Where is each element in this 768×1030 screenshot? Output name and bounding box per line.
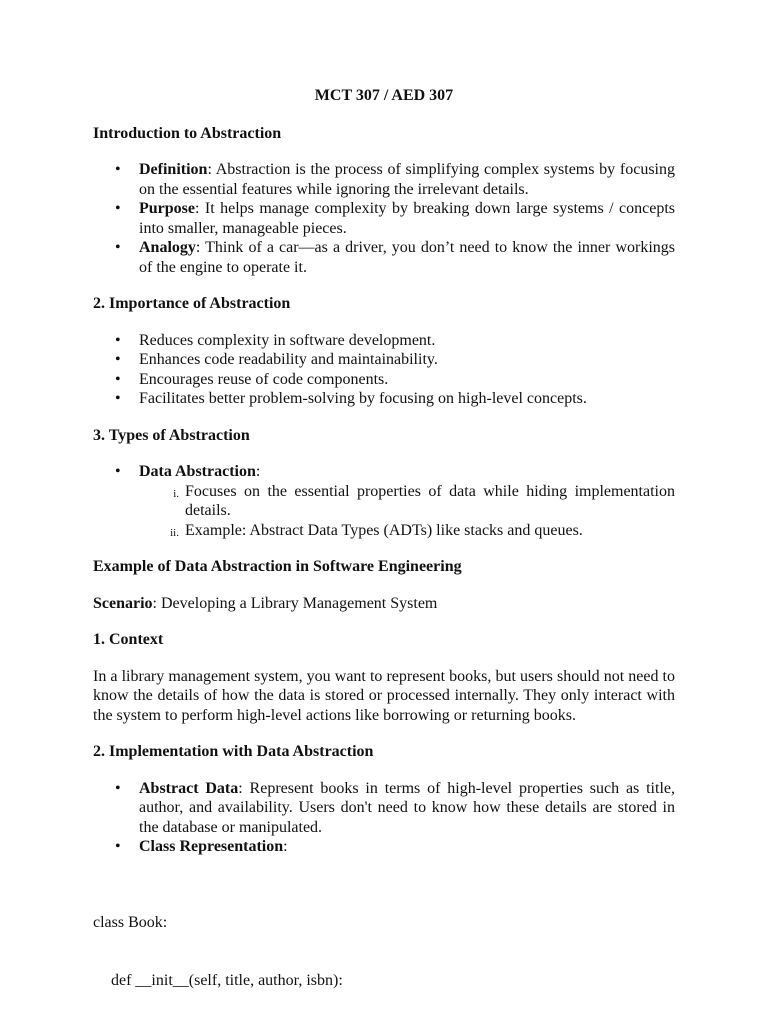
item-text: : Represent books in terms of high-level properties such as title, author, and availability. Users don't need to know how these details are stored in the database or manipulated. — [139, 779, 675, 836]
scenario-line — [93, 594, 675, 614]
scenario-text: : Developing a Library Management System — [152, 594, 438, 612]
document-page — [93, 86, 675, 1030]
list-item — [139, 238, 675, 277]
implementation-heading: 2. Implementation with Data Abstraction — [93, 743, 374, 760]
list-item: • Reduces complexity in software development. — [139, 331, 675, 351]
item-term: Class Representation — [139, 838, 284, 855]
item-term: Definition — [139, 161, 208, 178]
sublist-text: Focuses on the essential properties of data while hiding implementation details. — [185, 482, 675, 519]
list-item: • Enhances code readability and maintainability. — [139, 350, 675, 370]
types-list — [93, 462, 675, 540]
item-term: Purpose — [139, 200, 195, 217]
context-paragraph: In a library management system, you want to represent books, but users should not need to know the details of how the data is stored or processed internally. They only interact with the system to perform high-level actions like borrowing or returning books. — [93, 667, 675, 724]
list-item — [139, 160, 675, 199]
types-heading: 3. Types of Abstraction — [93, 426, 250, 444]
item-term: Abstract Data — [139, 779, 239, 797]
item-suffix: : — [255, 463, 261, 480]
item-text: : Abstraction is the process of simplifying complex systems by focusing on the essential features while ignoring the irrelevant details. — [139, 161, 675, 198]
intro-heading: Introduction to Abstraction — [93, 124, 282, 142]
item-text: : It helps manage complexity by breaking down large systems / concepts into smaller, manageable pieces. — [139, 200, 675, 237]
sublist-item — [173, 482, 675, 521]
list-item — [139, 462, 675, 540]
list-item: • Facilitates better problem-solving by focusing on high-level concepts. — [139, 389, 675, 409]
sublist-number: ii. — [170, 526, 179, 539]
context-heading: 1. Context — [93, 631, 164, 648]
list-item — [139, 837, 675, 857]
list-item — [139, 199, 675, 238]
scenario-label: Scenario — [93, 594, 153, 612]
types-sublist — [139, 482, 675, 541]
sublist-item — [170, 521, 675, 541]
example-heading: Example of Data Abstraction in Software Engineering — [93, 558, 462, 575]
item-suffix: : — [283, 838, 288, 855]
importance-heading: 2. Importance of Abstraction — [93, 295, 291, 312]
list-item: • Encourages reuse of code components. — [139, 370, 675, 390]
item-term: Analogy — [139, 239, 196, 256]
implementation-list — [93, 779, 675, 857]
code-line: class Book: — [93, 913, 168, 931]
item-term: Data Abstraction — [139, 463, 256, 480]
importance-list — [93, 331, 675, 409]
document-title: MCT 307 / AED 307 — [314, 87, 454, 104]
intro-list — [93, 160, 675, 277]
list-item — [139, 779, 675, 838]
sublist-text: Example: Abstract Data Types (ADTs) like stacks and queues. — [185, 521, 583, 539]
code-line: def __init__(self, title, author, isbn): — [111, 972, 343, 989]
code-block — [93, 874, 675, 1030]
item-text: : Think of a car—as a driver, you don’t need to know the inner workings of the engine to operate it. — [139, 239, 675, 276]
sublist-number: i. — [173, 487, 179, 500]
